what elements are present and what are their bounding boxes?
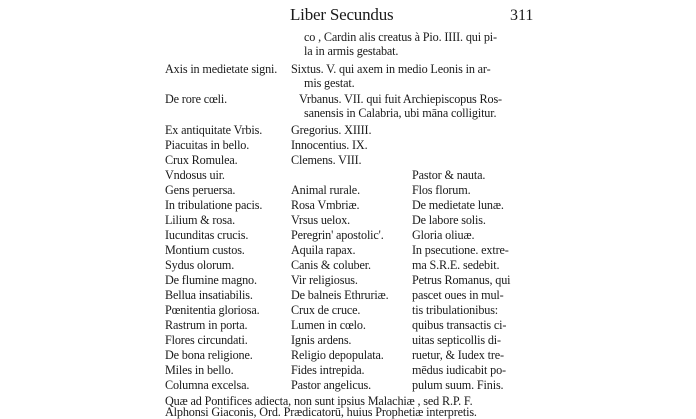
pope-line: Vir religiosus.	[291, 273, 358, 287]
final-motto-line: ruetur, & Iudex tre-	[412, 348, 504, 362]
motto-line: Sydus olorum.	[165, 258, 235, 272]
footer-note-line-1: Quæ ad Pontifices adiecta, non sunt ipsius Malachiæ , sed R.P. F.	[165, 394, 473, 408]
motto-line: Ex antiquitate Vrbis.	[165, 123, 263, 137]
pope-line: Clemens. VIII.	[291, 153, 362, 167]
final-motto-line: ma S.R.E. sedebit.	[412, 258, 500, 272]
motto-line: Gens peruersa.	[165, 183, 236, 197]
motto-line: Columna excelsa.	[165, 378, 250, 392]
motto-line: Pœnitentia gloriosa.	[165, 303, 260, 317]
pope-line: Innocentius. IX.	[291, 138, 368, 152]
final-motto-line: Pastor & nauta.	[412, 168, 486, 182]
motto-line: Iucunditas crucis.	[165, 228, 249, 242]
motto-line: In tribulatione pacis.	[165, 198, 263, 212]
pope-line: Aquila rapax.	[291, 243, 356, 257]
final-motto-line: quibus transactis ci-	[412, 318, 507, 332]
final-motto-line: pulum suum. Finis.	[412, 378, 504, 392]
final-motto-line: Gloria oliuæ.	[412, 228, 475, 242]
motto-line: Lilium & rosa.	[165, 213, 236, 227]
pope-line: Fides intrepida.	[291, 363, 365, 377]
motto-line: Crux Romulea.	[165, 153, 238, 167]
pope-line: Animal rurale.	[291, 183, 360, 197]
motto-line: De flumine magno.	[165, 273, 257, 287]
final-motto-line: mēdus iudicabit po-	[412, 363, 506, 377]
final-motto-line: De labore solis.	[412, 213, 486, 227]
pope-line: Gregorius. XIIII.	[291, 123, 372, 137]
pope-line: Rosa Vmbriæ.	[291, 198, 360, 212]
pope-line: Lumen in cœlo.	[291, 318, 366, 332]
pope-line: Religio depopulata.	[291, 348, 384, 362]
sixtus-entry-line-1: Sixtus. V. qui axem in medio Leonis in ar-	[291, 62, 491, 76]
pope-line: Canis & coluber.	[291, 258, 371, 272]
final-motto-line: Petrus Romanus, qui	[412, 273, 511, 287]
pope-line: Vrsus uelox.	[291, 213, 351, 227]
pope-line: Ignis ardens.	[291, 333, 352, 347]
final-motto-line: In psecutione. extre-	[412, 243, 509, 257]
motto-axis: Axis in medietate signi.	[165, 62, 278, 76]
urbanus-entry-line-2: sanensis in Calabria, ubi māna colligitur.	[304, 106, 497, 120]
cardinal-entry-line-1: co , Cardin alis creatus à Pio. IIII. qui pi-	[304, 30, 497, 44]
final-motto-line: tis tribulationibus:	[412, 303, 499, 317]
final-motto-line: uitas septicollis di-	[412, 333, 501, 347]
motto-rore: De rore cœli.	[165, 92, 228, 106]
pope-line: Crux de cruce.	[291, 303, 361, 317]
motto-line: Rastrum in porta.	[165, 318, 248, 332]
motto-line: Bellua insatiabilis.	[165, 288, 253, 302]
motto-line: Flores circundati.	[165, 333, 248, 347]
motto-line: Miles in bello.	[165, 363, 234, 377]
motto-line: Montium custos.	[165, 243, 245, 257]
running-header-title: Liber Secundus	[290, 5, 394, 24]
sixtus-entry-line-2: mis gestat.	[304, 76, 355, 90]
motto-line: De bona religione.	[165, 348, 253, 362]
motto-line: Vndosus uir.	[165, 168, 225, 182]
urbanus-entry-line-1: Vrbanus. VII. qui fuit Archiepiscopus Ros-	[299, 92, 502, 106]
final-motto-line: De medietate lunæ.	[412, 198, 504, 212]
motto-line: Piacuitas in bello.	[165, 138, 250, 152]
pope-line: Pastor angelicus.	[291, 378, 372, 392]
final-motto-line: Flos florum.	[412, 183, 471, 197]
pope-line: De balneis Ethruriæ.	[291, 288, 389, 302]
footer-note-line-2: Alphonsi Giaconis, Ord. Prædicatorū, huius Prophetiæ interpretis.	[165, 405, 477, 419]
page-number: 311	[510, 7, 534, 24]
cardinal-entry-line-2: la in armis gestabat.	[304, 44, 399, 58]
pope-line: Peregrin' apostolic'.	[291, 228, 384, 242]
final-motto-line: pascet oues in mul-	[412, 288, 504, 302]
